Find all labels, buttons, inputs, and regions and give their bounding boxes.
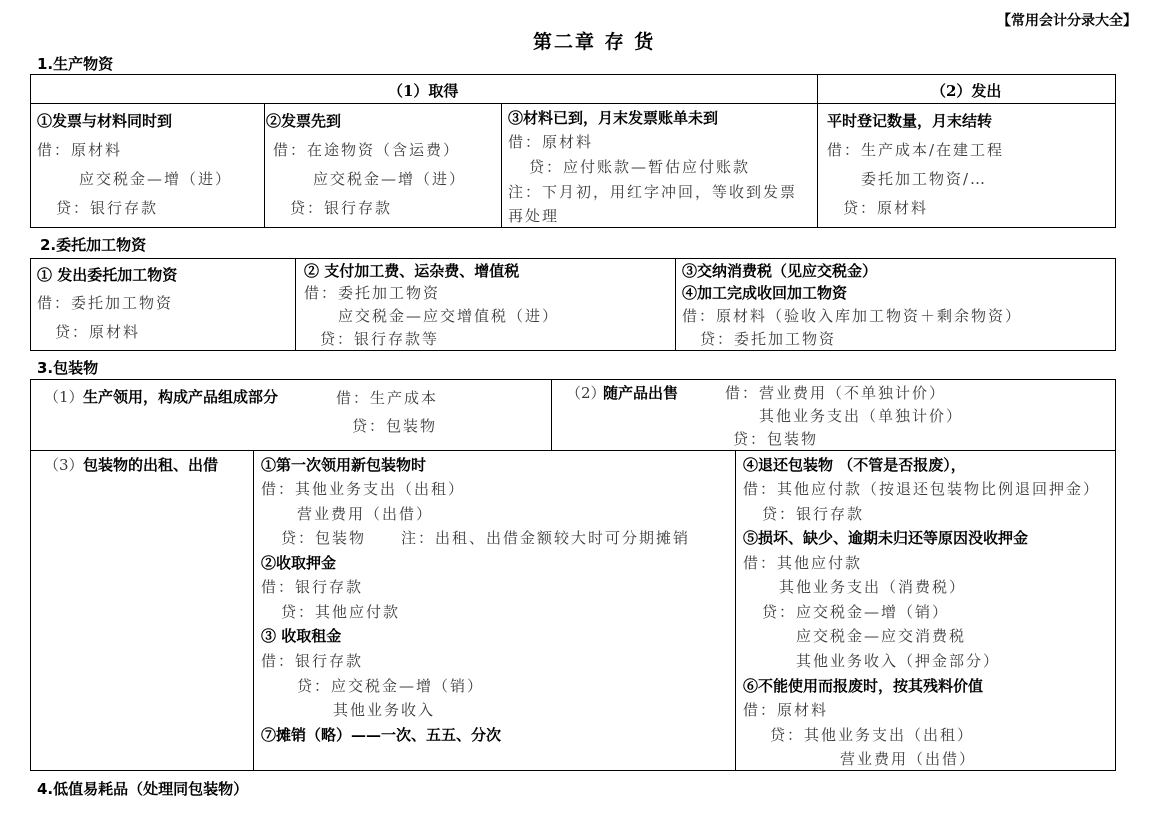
entry-note: 注：下月初，用红字冲回，等收到发票	[508, 183, 798, 201]
column-header-acquire: （1）取得	[388, 82, 459, 100]
entry-note: 注：出租、出借金额较大时可分期摊销	[401, 529, 691, 547]
entry-debit: 委托加工物资/…	[861, 170, 988, 188]
entry-heading: ③ 收取租金	[261, 627, 342, 645]
entry-credit: 贷：银行存款	[762, 505, 865, 523]
table-packaging	[30, 379, 1116, 771]
divider	[817, 74, 818, 228]
entry-prefix: （2）	[566, 384, 606, 402]
entry-credit: 贷：包装物	[281, 529, 367, 547]
table-consigned-processing	[30, 258, 1116, 351]
entry-heading: ⑦摊销（略）——一次、五五、分次	[261, 726, 502, 744]
entry-credit: 贷：原材料	[55, 323, 141, 341]
entry-debit: 借：生产成本/在建工程	[827, 141, 1005, 159]
entry-debit: 借：银行存款	[261, 652, 364, 670]
section-title-consigned-processing: 2.委托加工物资	[40, 236, 147, 254]
entry-credit: 贷：银行存款	[290, 199, 393, 217]
entry-debit: 借：委托加工物资	[304, 284, 441, 302]
document-corner-label: 【常用会计分录大全】	[997, 13, 1137, 29]
divider	[501, 103, 502, 228]
entry-prefix: （1）	[44, 388, 84, 406]
section-title-packaging: 3.包装物	[37, 359, 99, 377]
entry-debit: 借：原材料	[743, 701, 829, 719]
entry-heading: ①发票与材料同时到	[37, 112, 173, 130]
entry-debit: 借：委托加工物资	[37, 294, 174, 312]
entry-debit: 应交税金—应交增值税（进）	[338, 307, 560, 325]
divider	[30, 103, 1116, 104]
entry-heading: ④加工完成收回加工物资	[682, 284, 848, 302]
entry-debit: 应交税金—增（进）	[313, 170, 467, 188]
entry-heading: ⑥不能使用而报废时，按其残料价值	[743, 677, 984, 695]
divider	[295, 258, 296, 351]
section-title-production-materials: 1.生产物资	[37, 55, 114, 73]
divider	[675, 258, 676, 351]
divider	[30, 450, 1116, 451]
divider	[735, 450, 736, 771]
entry-credit: 贷：银行存款	[56, 199, 159, 217]
column-header-issue: （2）发出	[931, 82, 1002, 100]
entry-debit: 借：营业费用（不单独计价）	[725, 384, 947, 402]
entry-debit: 借：原材料（验收入库加工物资＋剩余物资）	[682, 307, 1023, 325]
entry-credit: 其他业务收入（押金部分）	[796, 652, 1001, 670]
entry-credit: 贷：包装物	[733, 430, 819, 448]
entry-debit: 其他业务支出（单独计价）	[759, 407, 964, 425]
divider	[253, 450, 254, 771]
entry-debit: 借：原材料	[37, 141, 123, 159]
divider	[264, 103, 265, 228]
page-title: 第二章 存 货	[533, 31, 656, 53]
entry-credit: 应交税金—应交消费税	[796, 627, 967, 645]
entry-credit: 贷：包装物	[352, 417, 438, 435]
entry-credit: 贷：应付账款—暂估应付账款	[529, 158, 751, 176]
entry-prefix: （3）	[44, 456, 84, 474]
entry-credit: 贷：其他业务支出（出租）	[770, 726, 975, 744]
entry-note: 再处理	[508, 207, 560, 225]
entry-heading: ① 发出委托加工物资	[37, 266, 178, 284]
entry-credit: 营业费用（出借）	[840, 750, 977, 768]
entry-debit: 借：在途物资（含运费）	[273, 141, 461, 159]
entry-heading: ④退还包装物 （不管是否报废），	[743, 456, 966, 474]
entry-heading: ③交纳消费税（见应交税金）	[682, 262, 878, 280]
entry-heading: ② 支付加工费、运杂费、增值税	[304, 262, 520, 280]
entry-debit: 营业费用（出借）	[297, 505, 434, 523]
entry-credit: 贷：银行存款等	[320, 330, 440, 348]
entry-debit: 借：银行存款	[261, 578, 364, 596]
entry-credit: 贷：应交税金—增（销）	[297, 677, 485, 695]
entry-heading: 平时登记数量，月末结转	[827, 112, 993, 130]
divider	[551, 379, 552, 450]
entry-credit: 贷：应交税金—增（销）	[762, 603, 950, 621]
entry-heading: ⑤损坏、缺少、逾期未归还等原因没收押金	[743, 529, 1029, 547]
entry-credit: 贷：原材料	[843, 199, 929, 217]
entry-heading: 包装物的出租、出借	[83, 456, 219, 474]
entry-heading: ③材料已到，月末发票账单未到	[508, 109, 719, 127]
entry-debit: 借：其他业务支出（出租）	[261, 480, 466, 498]
entry-credit: 贷：其他应付款	[281, 603, 401, 621]
entry-heading: 生产领用，构成产品组成部分	[83, 388, 279, 406]
entry-heading: ②发票先到	[266, 112, 342, 130]
entry-debit: 借：其他应付款	[743, 554, 863, 572]
entry-debit: 其他业务支出（消费税）	[779, 578, 967, 596]
section-title-low-value-consumables: 4.低值易耗品（处理同包装物）	[37, 780, 249, 798]
entry-credit: 贷：委托加工物资	[700, 330, 837, 348]
entry-debit: 借：生产成本	[336, 389, 439, 407]
entry-debit: 借：其他应付款（按退还包装物比例退回押金）	[743, 480, 1101, 498]
entry-heading: 随产品出售	[603, 384, 679, 402]
entry-heading: ②收取押金	[261, 554, 337, 572]
entry-heading: ①第一次领用新包装物时	[261, 456, 427, 474]
entry-debit: 借：原材料	[508, 133, 594, 151]
entry-credit: 其他业务收入	[333, 701, 436, 719]
entry-debit: 应交税金—增（进）	[79, 170, 233, 188]
